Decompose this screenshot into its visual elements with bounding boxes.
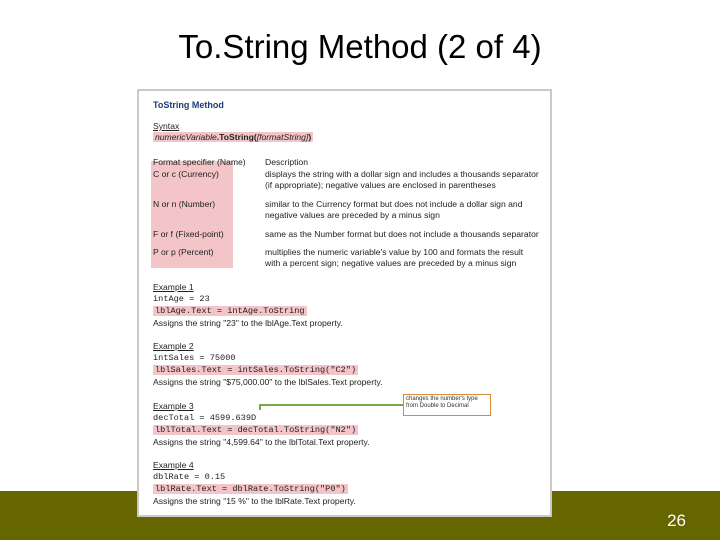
syntax-argument: [formatString]: [256, 132, 309, 142]
specifier-percent-desc2: with a percent sign; negative values are preceded by a minus sign: [265, 258, 517, 268]
example-3-line1: decTotal = 4599.639D: [153, 413, 257, 423]
specifier-percent-desc1: multiplies the numeric variable's value by 100 and formats the result: [265, 247, 524, 257]
example-2-heading: Example 2: [153, 341, 194, 351]
col-description-header: Description: [265, 157, 308, 167]
example-3-code-highlight: lblTotal.Text = decTotal.ToString("N2"): [155, 425, 357, 435]
specifier-currency-desc1: displays the string with a dollar sign and includes a thousands separator: [265, 169, 539, 179]
specifier-currency: C or c (Currency): [153, 169, 219, 179]
example-2-line2: [153, 365, 358, 376]
example-4-line2: [153, 484, 348, 495]
specifier-fixed: F or f (Fixed-point): [153, 229, 224, 239]
specifier-number-desc1: similar to the Currency format but does not include a dollar sign and: [265, 199, 523, 209]
example-1-code-highlight: lblAge.Text = intAge.ToString: [155, 306, 305, 316]
specifier-number: N or n (Number): [153, 199, 216, 209]
syntax-variable: numericVariable: [155, 132, 217, 142]
example-2-line1: intSales = 75000: [153, 353, 236, 363]
syntax-end: ): [308, 132, 312, 142]
example-4-heading: Example 4: [153, 460, 194, 470]
tostring-figure: [137, 89, 552, 517]
type-change-callout: changes the number's type from Double to Decimal: [403, 394, 491, 416]
example-3-result: Assigns the string "4,599.64" to the lblTotal.Text property.: [153, 437, 370, 447]
example-2-result: Assigns the string "$75,000.00" to the lblSales.Text property.: [153, 377, 383, 387]
example-1-line2: [153, 306, 307, 317]
specifier-percent: P or p (Percent): [153, 247, 214, 257]
specifier-fixed-desc1: same as the Number format but does not include a thousands separator: [265, 229, 539, 239]
specifier-number-desc2: negative values are preceded by a minus sign: [265, 210, 440, 220]
example-1-result: Assigns the string "23" to the lblAge.Text property.: [153, 318, 343, 328]
example-2-code-highlight: lblSales.Text = intSales.ToString("C2"): [155, 365, 357, 375]
example-3-line2: [153, 425, 358, 436]
syntax-method: .ToString(: [216, 132, 257, 142]
slide-title: To.String Method (2 of 4): [178, 28, 542, 65]
example-3-heading: Example 3: [153, 401, 194, 411]
example-4-code-highlight: lblRate.Text = dblRate.ToString("P0"): [155, 484, 346, 494]
callout-connector: [259, 404, 403, 406]
example-1-heading: Example 1: [153, 282, 194, 292]
example-4-result: Assigns the string "15 %" to the lblRate.Text property.: [153, 496, 356, 506]
figure-title: ToString Method: [153, 100, 224, 110]
specifier-currency-desc2: (if appropriate); negative values are enclosed in parentheses: [265, 180, 496, 190]
example-1-line1: intAge = 23: [153, 294, 210, 304]
callout-connector-tick: [259, 404, 261, 410]
page-number: 26: [667, 511, 686, 530]
syntax-heading: Syntax: [153, 121, 180, 131]
col-specifier-header: Format specifier (Name): [153, 157, 246, 167]
syntax-line: [153, 132, 313, 143]
example-4-line1: dblRate = 0.15: [153, 472, 226, 482]
